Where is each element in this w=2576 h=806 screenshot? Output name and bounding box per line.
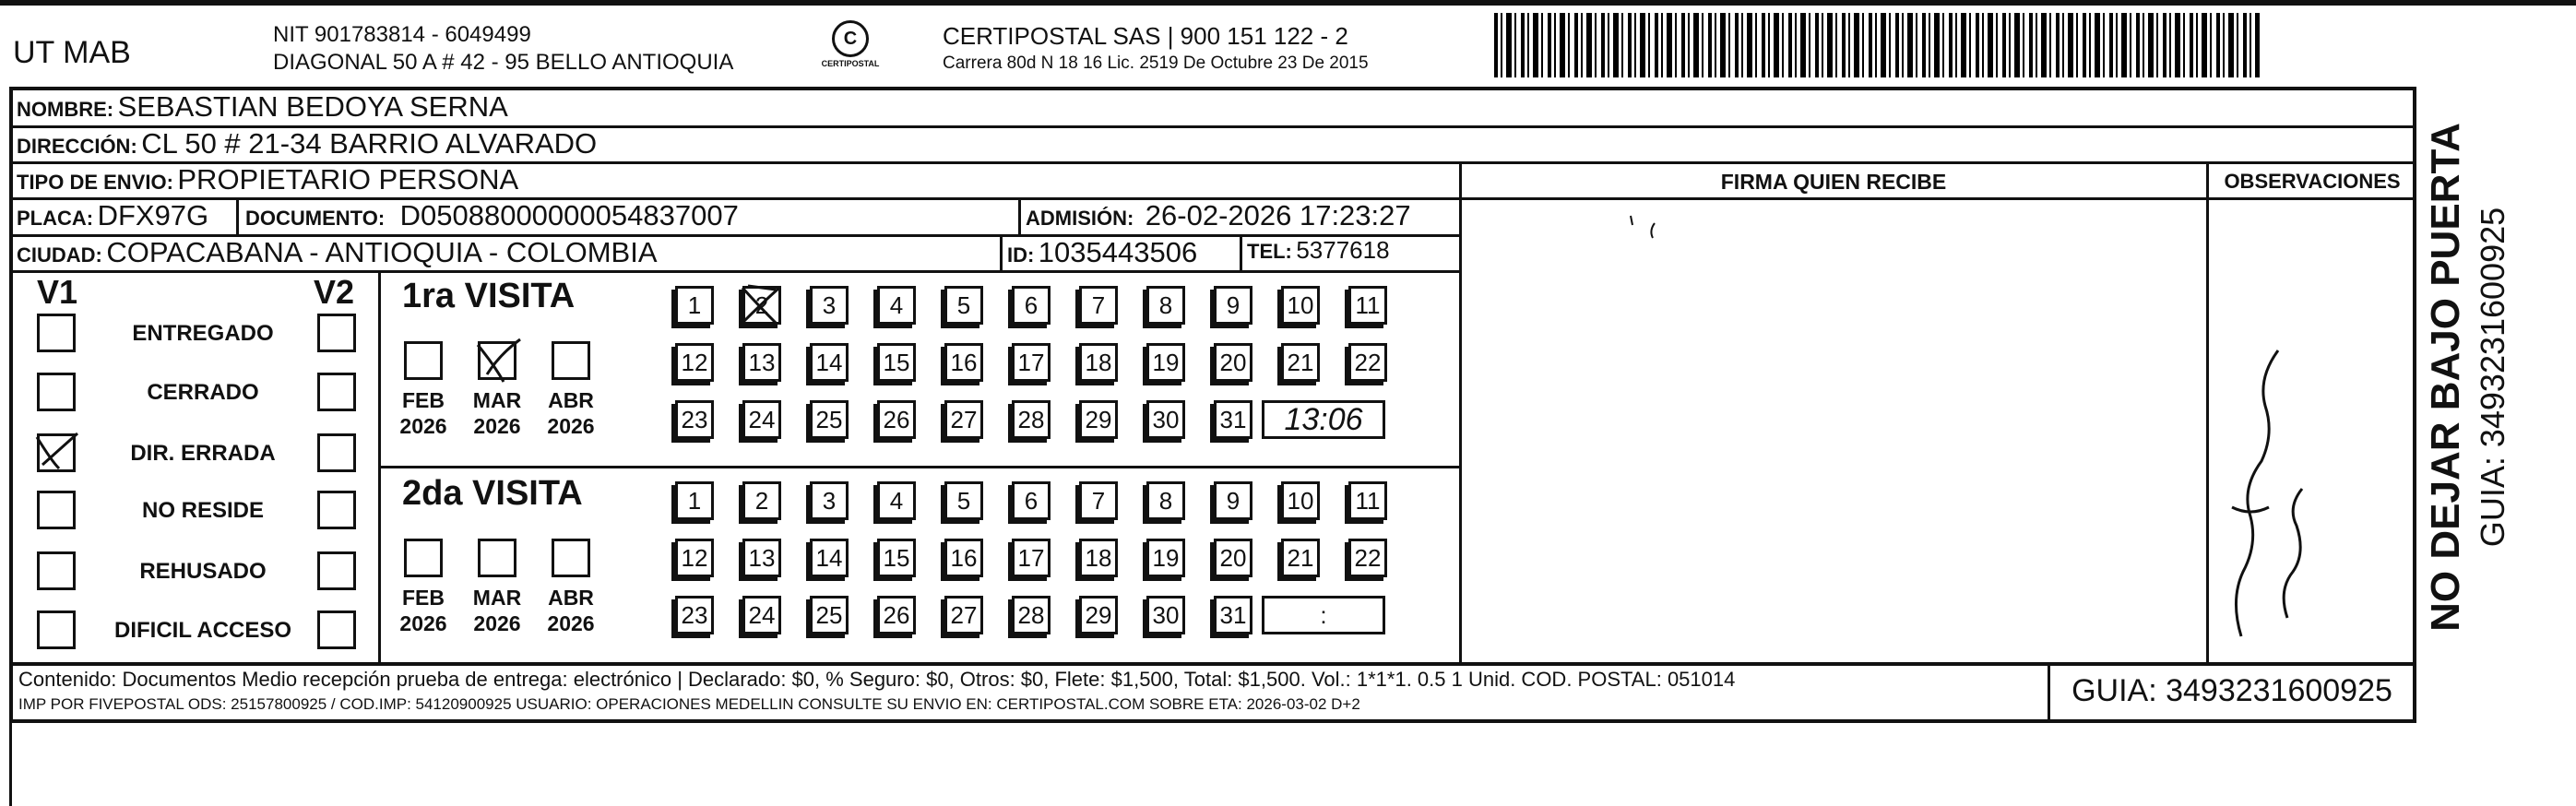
day-cell[interactable]: 2: [742, 481, 781, 520]
day-cell[interactable]: 6: [1012, 286, 1051, 325]
day-cell[interactable]: 23: [675, 596, 714, 634]
month-label: [391, 387, 456, 439]
visit1-time-field[interactable]: 13:06: [1262, 400, 1385, 439]
side-guia: GUIA: 3493231600925: [2474, 207, 2511, 548]
day-cell[interactable]: 31: [1214, 596, 1252, 634]
v1-checkbox[interactable]: [37, 551, 76, 590]
month-year: 2026: [547, 611, 595, 635]
month-name: FEB: [402, 586, 445, 610]
tipo-value: PROPIETARIO PERSONA: [177, 163, 519, 196]
status-label: DIR. ERRADA: [130, 441, 276, 466]
day-cell[interactable]: 2: [742, 286, 781, 325]
day-cell[interactable]: 14: [810, 343, 849, 382]
v2-checkbox[interactable]: [317, 373, 356, 411]
signature-mark: [1623, 210, 1679, 247]
sender-name: UT MAB: [13, 35, 131, 70]
day-cell[interactable]: 25: [810, 400, 849, 439]
day-cell[interactable]: 12: [675, 539, 714, 577]
month-label: [465, 387, 529, 439]
ciudad-label: CIUDAD:: [17, 243, 102, 267]
day-cell[interactable]: 10: [1281, 481, 1320, 520]
day-cell[interactable]: 6: [1012, 481, 1051, 520]
day-cell[interactable]: 9: [1214, 286, 1252, 325]
id-label: ID:: [1007, 243, 1035, 267]
status-label: ENTREGADO: [132, 321, 274, 346]
nombre-label: NOMBRE:: [17, 98, 114, 121]
v2-header: V2: [314, 273, 355, 311]
day-cell[interactable]: 4: [877, 481, 916, 520]
day-cell[interactable]: 8: [1146, 286, 1185, 325]
day-cell[interactable]: 27: [944, 400, 983, 439]
day-cell[interactable]: 16: [944, 343, 983, 382]
day-cell[interactable]: 21: [1281, 539, 1320, 577]
id-row: [1007, 236, 1197, 269]
day-cell[interactable]: 24: [742, 596, 781, 634]
month-name: MAR: [472, 388, 522, 412]
nombre-value: SEBASTIAN BEDOYA SERNA: [117, 90, 508, 123]
day-cell[interactable]: 15: [877, 539, 916, 577]
observation-handwriting: [2214, 323, 2343, 655]
day-cell[interactable]: 1: [675, 481, 714, 520]
day-cell[interactable]: 9: [1214, 481, 1252, 520]
footer-line2: IMP POR FIVEPOSTAL ODS: 25157800925 / COD.IMP: 54120900925 USUARIO: OPERACIONES MEDELLIN CONSULTE SU ENVIO EN: CERTIPOSTAL.COM SOBRE ETA: 2026-03-02 D+2: [18, 695, 1360, 713]
status-label: REHUSADO: [139, 559, 267, 584]
day-cell[interactable]: 24: [742, 400, 781, 439]
day-cell[interactable]: 29: [1079, 400, 1118, 439]
id-value: 1035443506: [1038, 236, 1198, 268]
month-label: [465, 585, 529, 636]
check-mark-icon: [735, 280, 787, 328]
v1-checkbox[interactable]: [37, 373, 76, 411]
day-cell[interactable]: 28: [1012, 400, 1051, 439]
day-cell[interactable]: 30: [1146, 596, 1185, 634]
tel-row: [1247, 236, 1390, 265]
direccion-label: DIRECCIÓN:: [17, 135, 137, 158]
month-checkbox-abr[interactable]: [552, 341, 590, 380]
day-cell[interactable]: 11: [1348, 286, 1387, 325]
month-year: 2026: [399, 414, 447, 438]
courier-name: CERTIPOSTAL SAS | 900 151 122 - 2: [943, 22, 1348, 50]
day-cell[interactable]: 30: [1146, 400, 1185, 439]
day-cell[interactable]: 3: [810, 286, 849, 325]
month-name: MAR: [472, 586, 522, 610]
day-cell[interactable]: 18: [1079, 539, 1118, 577]
month-year: 2026: [473, 611, 521, 635]
month-checkbox-feb[interactable]: [404, 341, 443, 380]
v1-checkbox[interactable]: [37, 491, 76, 529]
visit2-title: 2da VISITA: [402, 474, 583, 513]
tel-label: TEL:: [1247, 240, 1292, 263]
tipo-row: [17, 163, 518, 196]
day-cell[interactable]: 7: [1079, 481, 1118, 520]
v2-checkbox[interactable]: [317, 433, 356, 472]
month-year: 2026: [399, 611, 447, 635]
month-year: 2026: [547, 414, 595, 438]
day-cell[interactable]: 28: [1012, 596, 1051, 634]
day-cell[interactable]: 8: [1146, 481, 1185, 520]
v2-checkbox[interactable]: [317, 610, 356, 649]
observaciones-header: OBSERVACIONES: [2224, 170, 2401, 193]
footer-guia: GUIA: 3493231600925: [2071, 673, 2392, 708]
ciudad-value: COPACABANA - ANTIOQUIA - COLOMBIA: [106, 236, 658, 268]
tel-value: 5377618: [1296, 236, 1390, 264]
day-cell[interactable]: 19: [1146, 539, 1185, 577]
day-cell[interactable]: 26: [877, 400, 916, 439]
v2-checkbox[interactable]: [317, 551, 356, 590]
month-checkbox-feb[interactable]: [404, 539, 443, 577]
month-checkbox-abr[interactable]: [552, 539, 590, 577]
day-cell[interactable]: 14: [810, 539, 849, 577]
documento-label: DOCUMENTO:: [245, 207, 386, 230]
firma-header: FIRMA QUIEN RECIBE: [1720, 170, 1947, 194]
admision-row: [1026, 199, 1411, 232]
month-name: FEB: [402, 388, 445, 412]
v1-header: V1: [37, 273, 78, 311]
day-cell[interactable]: 13: [742, 343, 781, 382]
sender-nit: NIT 901783814 - 6049499: [273, 22, 531, 47]
v2-checkbox[interactable]: [317, 491, 356, 529]
status-label: DIFICIL ACCESO: [113, 618, 291, 643]
day-cell[interactable]: 5: [944, 286, 983, 325]
day-cell[interactable]: 13: [742, 539, 781, 577]
day-cell[interactable]: 16: [944, 539, 983, 577]
check-mark-icon: [470, 334, 526, 385]
placa-value: DFX97G: [97, 199, 209, 231]
day-cell[interactable]: 22: [1348, 343, 1387, 382]
month-year: 2026: [473, 414, 521, 438]
day-cell[interactable]: 22: [1348, 539, 1387, 577]
day-cell[interactable]: 23: [675, 400, 714, 439]
day-cell[interactable]: 5: [944, 481, 983, 520]
day-cell[interactable]: 20: [1214, 539, 1252, 577]
side-title: NO DEJAR BAJO PUERTA: [2423, 123, 2468, 632]
day-cell[interactable]: 1: [675, 286, 714, 325]
check-mark-icon: [31, 428, 83, 474]
courier-license: Carrera 80d N 18 16 Lic. 2519 De Octubre 23 De 2015: [943, 53, 1369, 73]
footer-line1: Contenido: Documentos Medio recepción prueba de entrega: electrónico | Declarado: $0, % Seguro: $0, Otros: $0, Flete: $1,500, Total: $1,500. Vol.: 1*1*1. 0.5 1 Unid. COD. POSTAL: 051014: [18, 668, 1736, 691]
day-cell[interactable]: 19: [1146, 343, 1185, 382]
month-name: ABR: [548, 586, 594, 610]
admision-value: 26-02-2026 17:23:27: [1145, 199, 1411, 231]
month-name: ABR: [548, 388, 594, 412]
v2-checkbox[interactable]: [317, 314, 356, 352]
direccion-row: [17, 127, 597, 160]
day-cell[interactable]: 25: [810, 596, 849, 634]
month-checkbox-mar[interactable]: [478, 539, 516, 577]
documento-value: D05088000000054837007: [399, 199, 739, 231]
admision-label: ADMISIÓN:: [1026, 207, 1134, 230]
month-label: [391, 585, 456, 636]
placa-label: PLACA:: [17, 207, 94, 230]
day-cell[interactable]: 31: [1214, 400, 1252, 439]
day-cell[interactable]: 11: [1348, 481, 1387, 520]
direccion-value: CL 50 # 21-34 BARRIO ALVARADO: [141, 127, 598, 160]
day-cell[interactable]: 10: [1281, 286, 1320, 325]
day-cell[interactable]: 3: [810, 481, 849, 520]
day-cell[interactable]: 27: [944, 596, 983, 634]
day-cell[interactable]: 15: [877, 343, 916, 382]
day-cell[interactable]: 29: [1079, 596, 1118, 634]
day-cell[interactable]: 17: [1012, 539, 1051, 577]
ciudad-row: [17, 236, 658, 269]
documento-row: [245, 199, 739, 232]
sender-address: DIAGONAL 50 A # 42 - 95 BELLO ANTIOQUIA: [273, 50, 734, 75]
day-cell[interactable]: 7: [1079, 286, 1118, 325]
visit2-time-field[interactable]: :: [1262, 596, 1385, 634]
month-label: [539, 387, 603, 439]
day-cell[interactable]: 4: [877, 286, 916, 325]
visit1-title: 1ra VISITA: [402, 277, 576, 315]
day-cell[interactable]: 18: [1079, 343, 1118, 382]
nombre-row: [17, 90, 508, 124]
month-label: [539, 585, 603, 636]
v1-checkbox[interactable]: [37, 314, 76, 352]
tipo-label: TIPO DE ENVIO:: [17, 171, 173, 194]
day-cell[interactable]: 12: [675, 343, 714, 382]
certipostal-logo: C CERTIPOSTAL: [815, 20, 885, 76]
status-label: NO RESIDE: [141, 498, 265, 523]
day-cell[interactable]: 26: [877, 596, 916, 634]
day-cell[interactable]: 20: [1214, 343, 1252, 382]
placa-row: [17, 199, 208, 232]
v1-checkbox[interactable]: [37, 610, 76, 649]
barcode: [1494, 13, 2260, 77]
day-cell[interactable]: 17: [1012, 343, 1051, 382]
day-cell[interactable]: 21: [1281, 343, 1320, 382]
status-label: CERRADO: [147, 380, 259, 405]
